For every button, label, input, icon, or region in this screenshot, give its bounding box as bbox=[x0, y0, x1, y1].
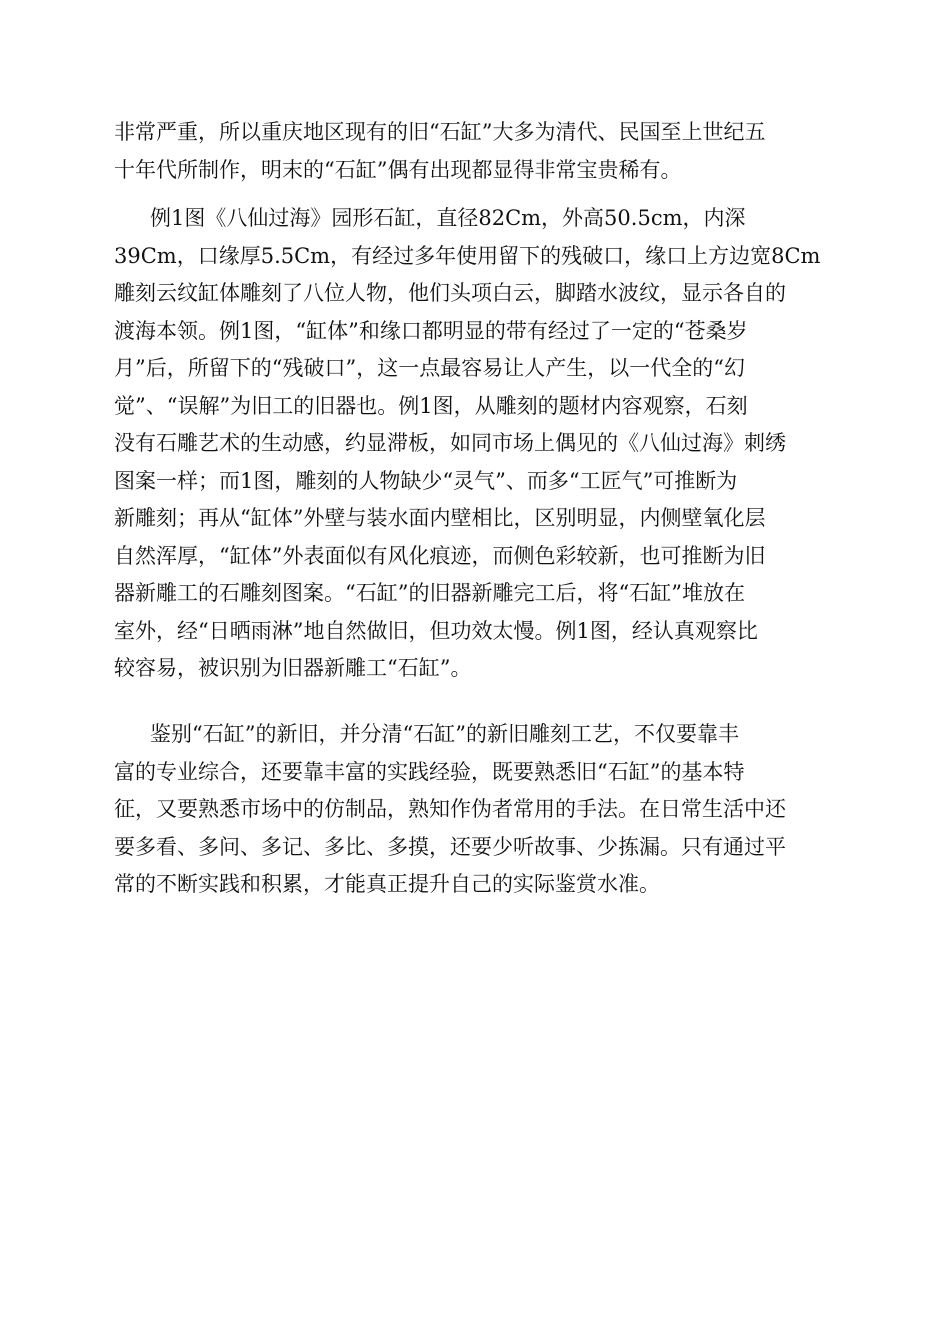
paragraph-conclusion bbox=[114, 716, 842, 904]
text-line: 鉴别“石缸”的新旧，并分清“石缸”的新旧雕刻工艺，不仅要靠丰 bbox=[150, 722, 739, 746]
text-line: 自然浑厚，“缸体”外表面似有风化痕迹，而侧色彩较新，也可推断为旧 bbox=[114, 543, 766, 568]
text-line: 新雕刻；再从“缸体”外壁与装水面内壁相比，区别明显，内侧壁氧化层 bbox=[114, 506, 766, 530]
text-line: 雕刻云纹缸体雕刻了八位人物，他们头项白云，脚踏水波纹，显示各自的 bbox=[114, 281, 786, 305]
paragraph-continuation bbox=[114, 114, 842, 189]
text-line: 器新雕工的石雕刻图案。“石缸”的旧器新雕完工后，将“石缸”堆放在 bbox=[114, 581, 745, 605]
text-line: 富的专业综合，还要靠丰富的实践经验，既要熟悉旧“石缸”的基本特 bbox=[114, 759, 745, 784]
text-line: 39Cm，口缘厚5.5Cm，有经过多年使用留下的残破口，缘口上方边宽8Cm bbox=[114, 243, 821, 268]
text-line: 图案一样；而1图，雕刻的人物缺少“灵气”、而多“工匠气”可推断为 bbox=[114, 468, 738, 493]
text-line: 渡海本领。例1图，“缸体”和缘口都明显的带有经过了一定的“苍桑岁 bbox=[114, 318, 748, 343]
text-line: 没有石雕艺术的生动感，约显滞板，如同市场上偶见的《八仙过海》刺绣 bbox=[114, 431, 786, 455]
text-line: 十年代所制作，明末的“石缸”偶有出现都显得非常宝贵稀有。 bbox=[114, 157, 682, 182]
text-line: 室外，经“日晒雨淋”地自然做旧，但功效太慢。例1图，经认真观察比 bbox=[114, 618, 758, 643]
text-line: 非常严重，所以重庆地区现有的旧“石缸”大多为清代、民国至上世纪五 bbox=[114, 120, 766, 144]
text-line: 要多看、多问、多记、多比、多摸，还要少听故事、少拣漏。只有通过平 bbox=[114, 834, 786, 859]
text-line: 常的不断实践和积累，才能真正提升自己的实际鉴赏水准。 bbox=[114, 872, 660, 896]
text-line: 例1图《八仙过海》园形石缸，直径82Cm，外高50.5cm，内深 bbox=[150, 206, 746, 230]
text-line: 觉”、“误解”为旧工的旧器也。例1图，从雕刻的题材内容观察，石刻 bbox=[114, 393, 748, 418]
text-line: 较容易，被识别为旧器新雕工“石缸”。 bbox=[114, 656, 472, 680]
text-line: 征，又要熟悉市场中的仿制品，熟知作伪者常用的手法。在日常生活中还 bbox=[114, 797, 786, 821]
paragraph-example-1 bbox=[114, 200, 842, 688]
text-line: 月”后，所留下的“残破口”，这一点最容易让人产生，以一代全的“幻 bbox=[114, 356, 745, 380]
